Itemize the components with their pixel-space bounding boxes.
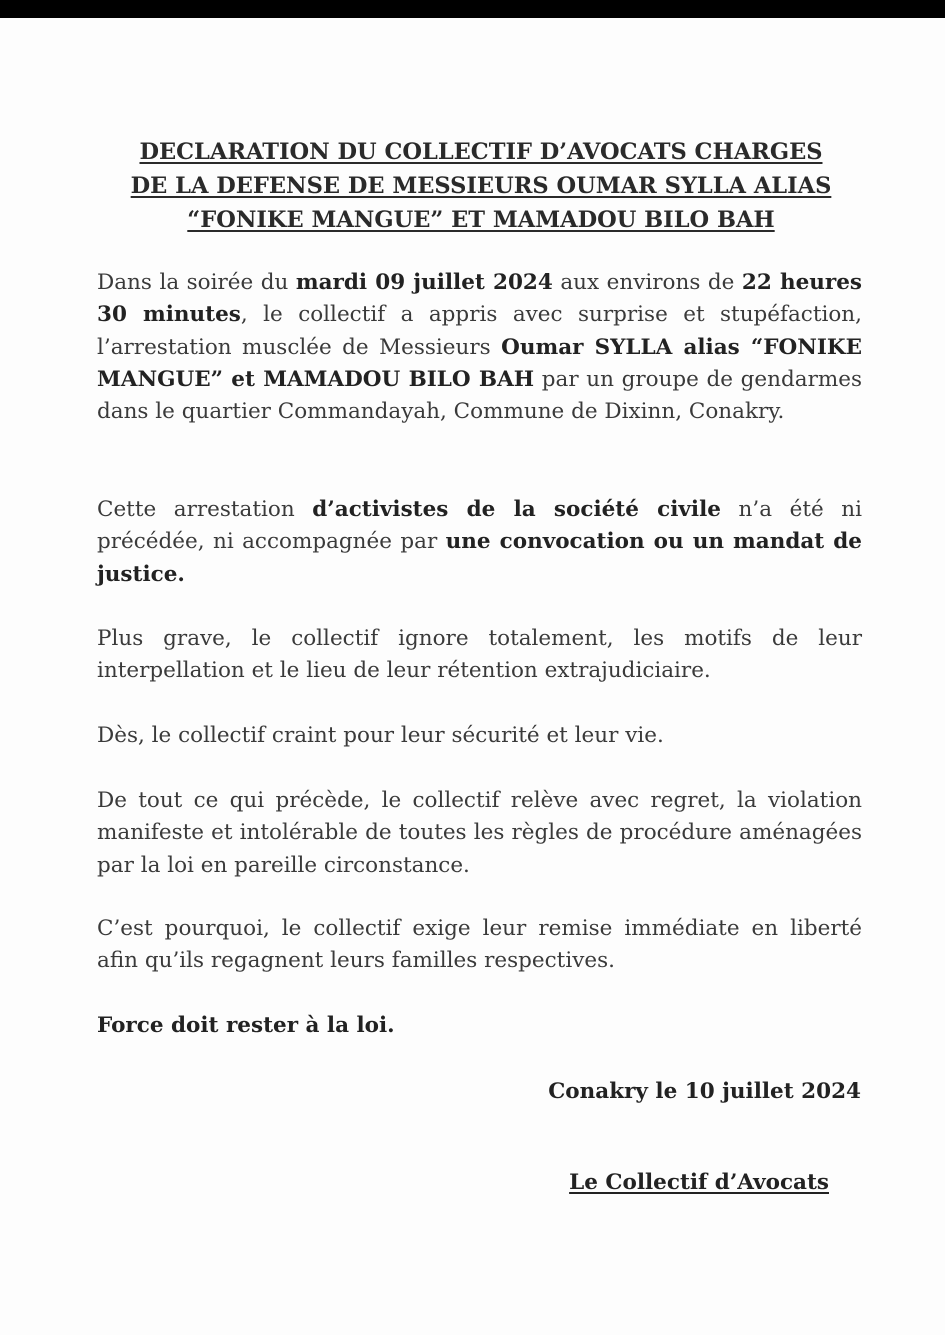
p2-text-2: n’a été ni précédée, ni accompagnée par bbox=[97, 497, 862, 555]
document-date: Conakry le 10 juillet 2024 bbox=[548, 1079, 861, 1104]
paragraph-closing-statement: Force doit rester à la loi. bbox=[97, 1013, 395, 1038]
paragraph-release-demand: C’est pourquoi, le collectif exige leur remise immédiate en liberté afin qu’ils regagnent leurs familles respectives. bbox=[97, 916, 862, 974]
p1-bold-names: Oumar SYLLA alias “FONIKE MANGUE” et MAMADOU BILO BAH bbox=[97, 334, 862, 392]
document-page bbox=[0, 18, 945, 1335]
p1-bold-date: mardi 09 juillet 2024 bbox=[295, 270, 553, 295]
title-line-2: DE LA DEFENSE DE MESSIEURS OUMAR SYLLA ALIAS bbox=[130, 173, 832, 199]
paragraph-safety-concern: Dès, le collectif craint pour leur sécurité et leur vie. bbox=[97, 723, 664, 748]
p1-text-3: , le collectif a appris avec surprise et stupéfaction, l’arrestation musclée de Messieurs bbox=[97, 302, 862, 360]
p1-bold-time: 22 heures 30 minutes bbox=[97, 270, 862, 328]
p2-bold-1: d’activistes de la société civile bbox=[312, 497, 721, 522]
p2-bold-2: une convocation ou un mandat de justice. bbox=[97, 529, 862, 587]
p1-text-4: par un groupe de gendarmes dans le quartier Commandayah, Commune de Dixinn, Conakry. bbox=[97, 366, 863, 425]
paragraph-arrest-details bbox=[97, 267, 862, 428]
top-black-bar bbox=[0, 0, 945, 18]
paragraph-unknown-motives: Plus grave, le collectif ignore totalement, les motifs de leur interpellation et le lieu de leur rétention extrajudiciaire. bbox=[97, 626, 862, 684]
paragraph-procedure-violation: De tout ce qui précède, le collectif relève avec regret, la violation manifeste et intolérable de toutes les règles de procédure aménagées par la loi en pareille circonstance. bbox=[97, 788, 862, 878]
title-line-3: “FONIKE MANGUE” ET MAMADOU BILO BAH bbox=[187, 207, 775, 233]
signature: Le Collectif d’Avocats bbox=[569, 1170, 829, 1195]
p2-text-1: Cette arrestation bbox=[97, 497, 313, 522]
title-line-1: DECLARATION DU COLLECTIF D’AVOCATS CHARGES bbox=[139, 139, 823, 165]
paragraph-no-warrant bbox=[97, 494, 862, 591]
document-title bbox=[96, 135, 866, 237]
p1-text-2: aux environs de bbox=[552, 270, 742, 295]
p1-text-1: Dans la soirée du bbox=[97, 270, 296, 295]
